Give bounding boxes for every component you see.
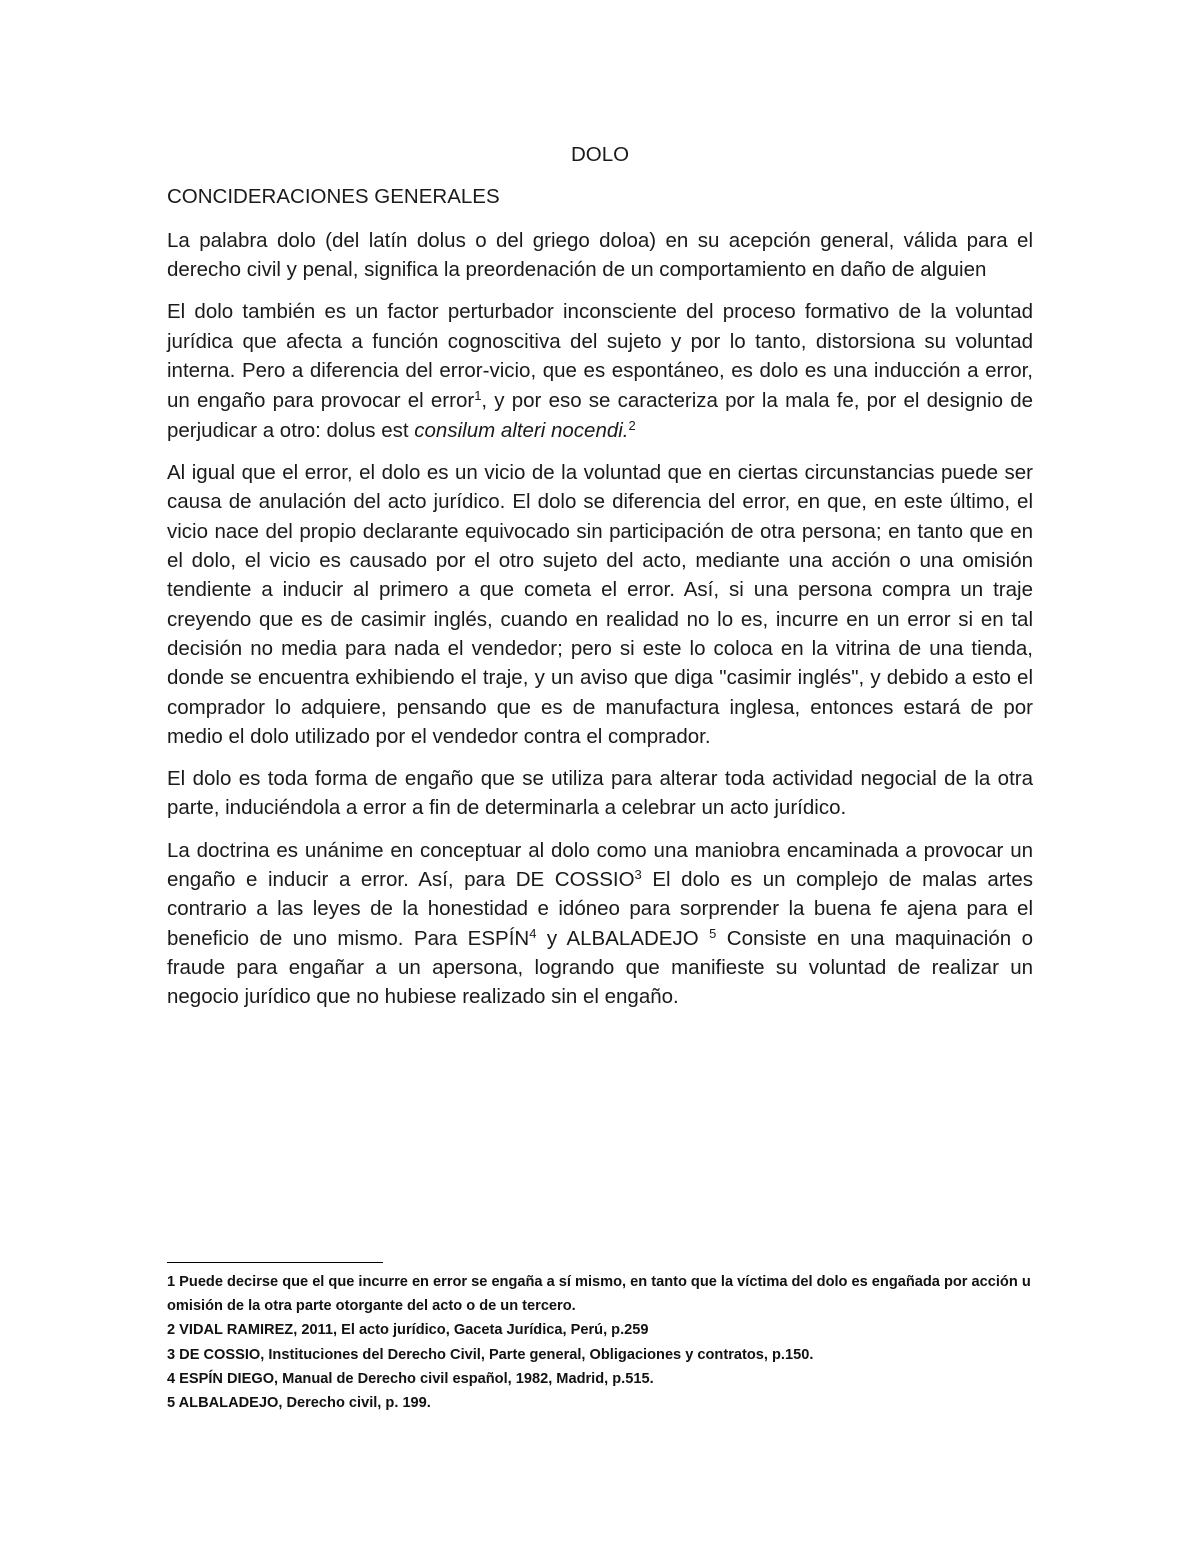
paragraph-5-text-b: El dolo es un complejo de malas artes contrario a las leyes de la honestidad e idóneo para sorprender la buena fe ajena para el beneficio de uno mismo. Para ESPÍN: [167, 868, 1033, 950]
footnote-1: 1 Puede decirse que el que incurre en error se engaña a sí mismo, en tanto que la víctima del dolo es engañada por acción u omisión de la otra parte otorgante del acto o de un tercero.: [167, 1274, 1031, 1315]
document-title: DOLO: [570, 143, 630, 166]
footnote-2: 2 VIDAL RAMIREZ, 2011, El acto jurídico, Gaceta Jurídica, Perú, p.259: [167, 1322, 649, 1339]
footnote-4: 4 ESPÍN DIEGO, Manual de Derecho civil español, 1982, Madrid, p.515.: [167, 1370, 654, 1387]
paragraph-3: Al igual que el error, el dolo es un vicio de la voluntad que en ciertas circunstancias puede ser causa de anulación del acto jurídico. El dolo se diferencia del error, en que, en este último, el vicio nace del propio declarante equivocado sin participación de otra persona; en tanto que en el dolo, el vicio es causado por el otro sujeto del acto, mediante una acción o una omisión tendiente a inducir al primero a que cometa el error. Así, si una persona compra un traje creyendo que es de casimir inglés, cuando en realidad no lo es, incurre en un error si en tal decisión no media para nada el vendedor; pero si este lo coloca en la vitrina de una tienda, donde se encuentra exhibiendo el traje, y un aviso que diga "casimir inglés", y debido a esto el comprador lo adquiere, pensando que es de manufactura inglesa, entonces estará de por medio el dolo utilizado por el vendedor contra el comprador.: [167, 461, 1033, 748]
footnote-ref-1: 1: [474, 387, 482, 403]
footnote-ref-3: 3: [634, 867, 642, 883]
paragraph-5: [167, 836, 1033, 1012]
document-body: [167, 140, 1033, 1025]
footnote-ref-2: 2: [628, 417, 636, 433]
paragraph-5-text-c: y ALBALADEJO: [536, 926, 710, 950]
footnote-5: 5 ALBALADEJO, Derecho civil, p. 199.: [167, 1395, 431, 1412]
paragraph-5-text-d: Consiste en una maquinación o fraude para engañar a un apersona, logrando que manifieste su voluntad de realizar un negocio jurídico que no hubiese realizado sin el engaño.: [167, 926, 1034, 1009]
paragraph-4: El dolo es toda forma de engaño que se utiliza para alterar toda actividad negocial de la otra parte, induciéndola a error a fin de determinarla a celebrar un acto jurídico.: [167, 767, 1033, 820]
footnote-separator: [167, 1262, 383, 1263]
latin-phrase: consilum alteri nocendi.: [414, 418, 629, 442]
footnote-ref-5: 5: [709, 925, 717, 941]
footnote-ref-4: 4: [529, 925, 537, 941]
paragraph-1: La palabra dolo (del latín dolus o del griego doloa) en su acepción general, válida para el derecho civil y penal, significa la preordenación de un comportamiento en daño de alguien: [167, 228, 1033, 281]
footnotes: [167, 1270, 1033, 1415]
paragraph-5-text-a: La doctrina es unánime en conceptuar al dolo como una maniobra encaminada a provocar un engaño e inducir a error. Así, para DE COSSIO: [167, 838, 1033, 892]
paragraph-2-text-a: El dolo también es un factor perturbador inconsciente del proceso formativo de la voluntad jurídica que afecta a función cognoscitiva del sujeto y por lo tanto, distorsiona su voluntad interna. Pero a diferencia del error-vicio, que es espontáneo, es dolo es una inducción a error, un engaño para provocar el error: [167, 300, 1033, 412]
section-heading: CONCIDERACIONES GENERALES: [167, 185, 500, 209]
footnote-3: 3 DE COSSIO, Instituciones del Derecho Civil, Parte general, Obligaciones y contratos, p.150.: [167, 1346, 814, 1363]
paragraph-2: [167, 297, 1033, 445]
paragraph-2-text-b: , y por eso se caracteriza por la mala fe, por el designio de perjudicar a otro: dolus est: [167, 388, 1033, 442]
